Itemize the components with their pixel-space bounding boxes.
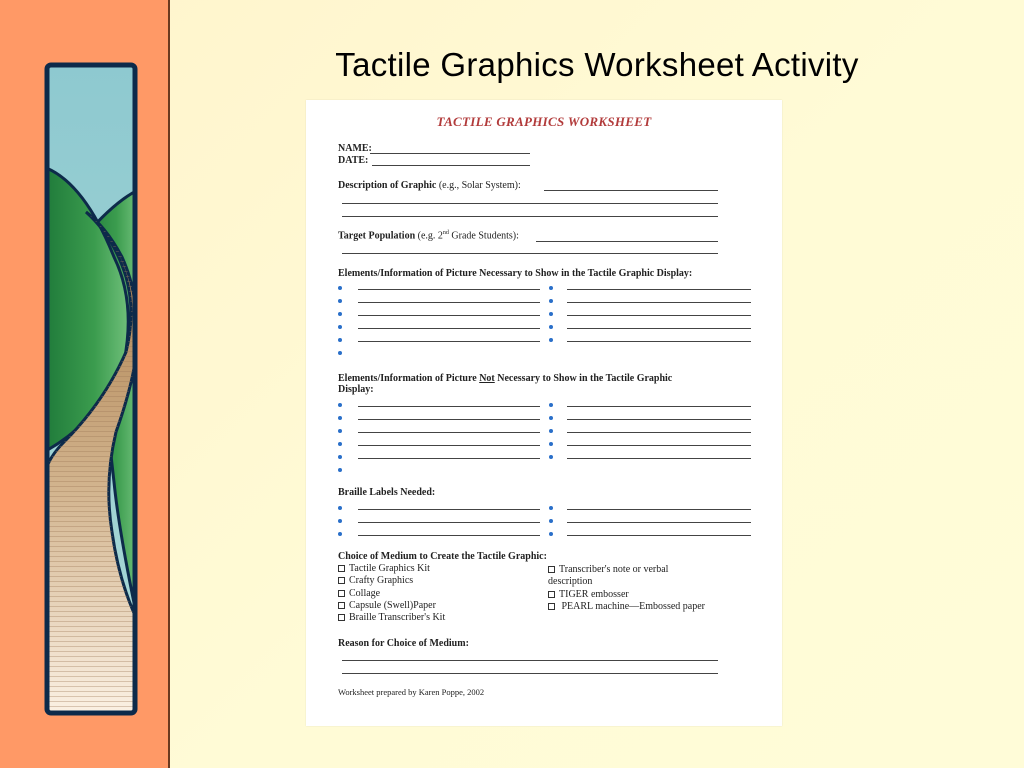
target-label: Target Population	[338, 230, 416, 242]
answer-line[interactable]	[567, 315, 751, 316]
answer-line[interactable]	[567, 341, 751, 342]
braille-heading: Braille Labels Needed:	[338, 487, 436, 498]
medium-options-left	[338, 563, 445, 624]
answer-line[interactable]	[567, 445, 751, 446]
answer-line[interactable]	[567, 328, 751, 329]
medium-option[interactable]: TIGER embosser	[548, 589, 705, 601]
bullet	[338, 351, 342, 355]
description-line	[544, 190, 718, 191]
bullet	[338, 416, 342, 420]
target-line	[536, 241, 718, 242]
not-necessary-pre: Elements/Information of Picture	[338, 373, 480, 384]
medium-option[interactable]: Tactile Graphics Kit	[338, 563, 445, 575]
checkbox[interactable]	[548, 566, 555, 573]
answer-line[interactable]	[567, 432, 751, 433]
bullet	[549, 455, 553, 459]
bullet	[338, 506, 342, 510]
medium-option[interactable]: Crafty Graphics	[338, 575, 445, 587]
answer-line[interactable]	[567, 302, 751, 303]
bullet	[338, 442, 342, 446]
bullet	[549, 519, 553, 523]
checkbox[interactable]	[338, 590, 345, 597]
answer-line[interactable]	[358, 432, 540, 433]
checkbox[interactable]	[338, 614, 345, 621]
medium-heading: Choice of Medium to Create the Tactile Graphic:	[338, 551, 547, 562]
bullet	[338, 519, 342, 523]
answer-line[interactable]	[358, 406, 540, 407]
target-row	[338, 230, 519, 241]
not-necessary-not: Not	[479, 373, 495, 384]
medium-option[interactable]: Braille Transcriber's Kit	[338, 612, 445, 624]
bullet	[549, 286, 553, 290]
name-line	[370, 153, 530, 154]
reason-line-2	[342, 673, 718, 674]
not-necessary-post: Necessary to Show in the Tactile Graphic	[494, 373, 673, 384]
answer-line[interactable]	[358, 535, 540, 536]
medium-option-continuation: description	[548, 576, 593, 588]
medium-option[interactable]: Transcriber's note or verbal	[548, 564, 705, 576]
worksheet-title: TACTILE GRAPHICS WORKSHEET	[436, 114, 652, 129]
answer-line[interactable]	[567, 289, 751, 290]
decorative-side-panel	[0, 0, 170, 768]
bullet	[549, 312, 553, 316]
answer-line[interactable]	[358, 328, 540, 329]
bullet	[549, 442, 553, 446]
answer-line[interactable]	[567, 406, 751, 407]
reason-line	[342, 660, 718, 661]
bullet	[549, 325, 553, 329]
description-label: Description of Graphic	[338, 180, 437, 191]
answer-line[interactable]	[358, 419, 540, 420]
bullet	[549, 506, 553, 510]
description-line-3	[342, 216, 718, 217]
bullet	[549, 403, 553, 407]
reason-heading: Reason for Choice of Medium:	[338, 638, 469, 649]
medium-option[interactable]: Capsule (Swell)Paper	[338, 600, 445, 612]
checkbox[interactable]	[338, 602, 345, 609]
target-example-post: Grade Students):	[448, 230, 519, 242]
worksheet-footer: Worksheet prepared by Karen Poppe, 2002	[338, 687, 485, 697]
answer-line[interactable]	[358, 445, 540, 446]
name-label: NAME:	[338, 143, 372, 154]
bullet	[549, 338, 553, 342]
description-line-2	[342, 203, 718, 204]
checkbox[interactable]	[548, 603, 555, 610]
answer-line[interactable]	[567, 522, 751, 523]
bullet	[338, 403, 342, 407]
target-line-2	[342, 253, 718, 254]
bullet	[549, 416, 553, 420]
bullet	[338, 455, 342, 459]
slide-title: Tactile Graphics Worksheet Activity	[335, 46, 859, 83]
medium-options-right	[548, 564, 705, 613]
bullet	[338, 325, 342, 329]
answer-line[interactable]	[567, 419, 751, 420]
bullet	[338, 532, 342, 536]
target-example-sup: nd	[442, 230, 449, 236]
date-line	[372, 165, 530, 166]
answer-line[interactable]	[358, 458, 540, 459]
checkbox[interactable]	[338, 565, 345, 572]
answer-line[interactable]	[358, 315, 540, 316]
target-example-pre: (e.g. 2	[417, 230, 443, 242]
bullet	[338, 468, 342, 472]
necessary-heading: Elements/Information of Picture Necessary to Show in the Tactile Graphic Display:	[338, 268, 693, 279]
bullet	[338, 312, 342, 316]
bullet	[549, 299, 553, 303]
answer-line[interactable]	[358, 509, 540, 510]
bullet	[338, 338, 342, 342]
date-label: DATE:	[338, 155, 369, 166]
answer-line[interactable]	[567, 458, 751, 459]
medium-option[interactable]: PEARL machine—Embossed paper	[548, 601, 705, 613]
bullet	[338, 429, 342, 433]
medium-option[interactable]: Collage	[338, 588, 445, 600]
bullet	[549, 429, 553, 433]
answer-line[interactable]	[358, 522, 540, 523]
landscape-illustration	[44, 62, 138, 716]
bullet	[549, 532, 553, 536]
answer-line[interactable]	[358, 341, 540, 342]
checkbox[interactable]	[338, 577, 345, 584]
bullet	[338, 286, 342, 290]
worksheet-document	[306, 100, 782, 726]
description-row	[338, 180, 521, 191]
answer-line[interactable]	[358, 302, 540, 303]
checkbox[interactable]	[548, 591, 555, 598]
bullet	[338, 299, 342, 303]
description-example: (e.g., Solar System):	[438, 180, 521, 191]
answer-line[interactable]	[358, 289, 540, 290]
answer-line[interactable]	[567, 535, 751, 536]
answer-line[interactable]	[567, 509, 751, 510]
not-necessary-line2: Display:	[338, 384, 374, 395]
not-necessary-heading	[338, 373, 738, 395]
